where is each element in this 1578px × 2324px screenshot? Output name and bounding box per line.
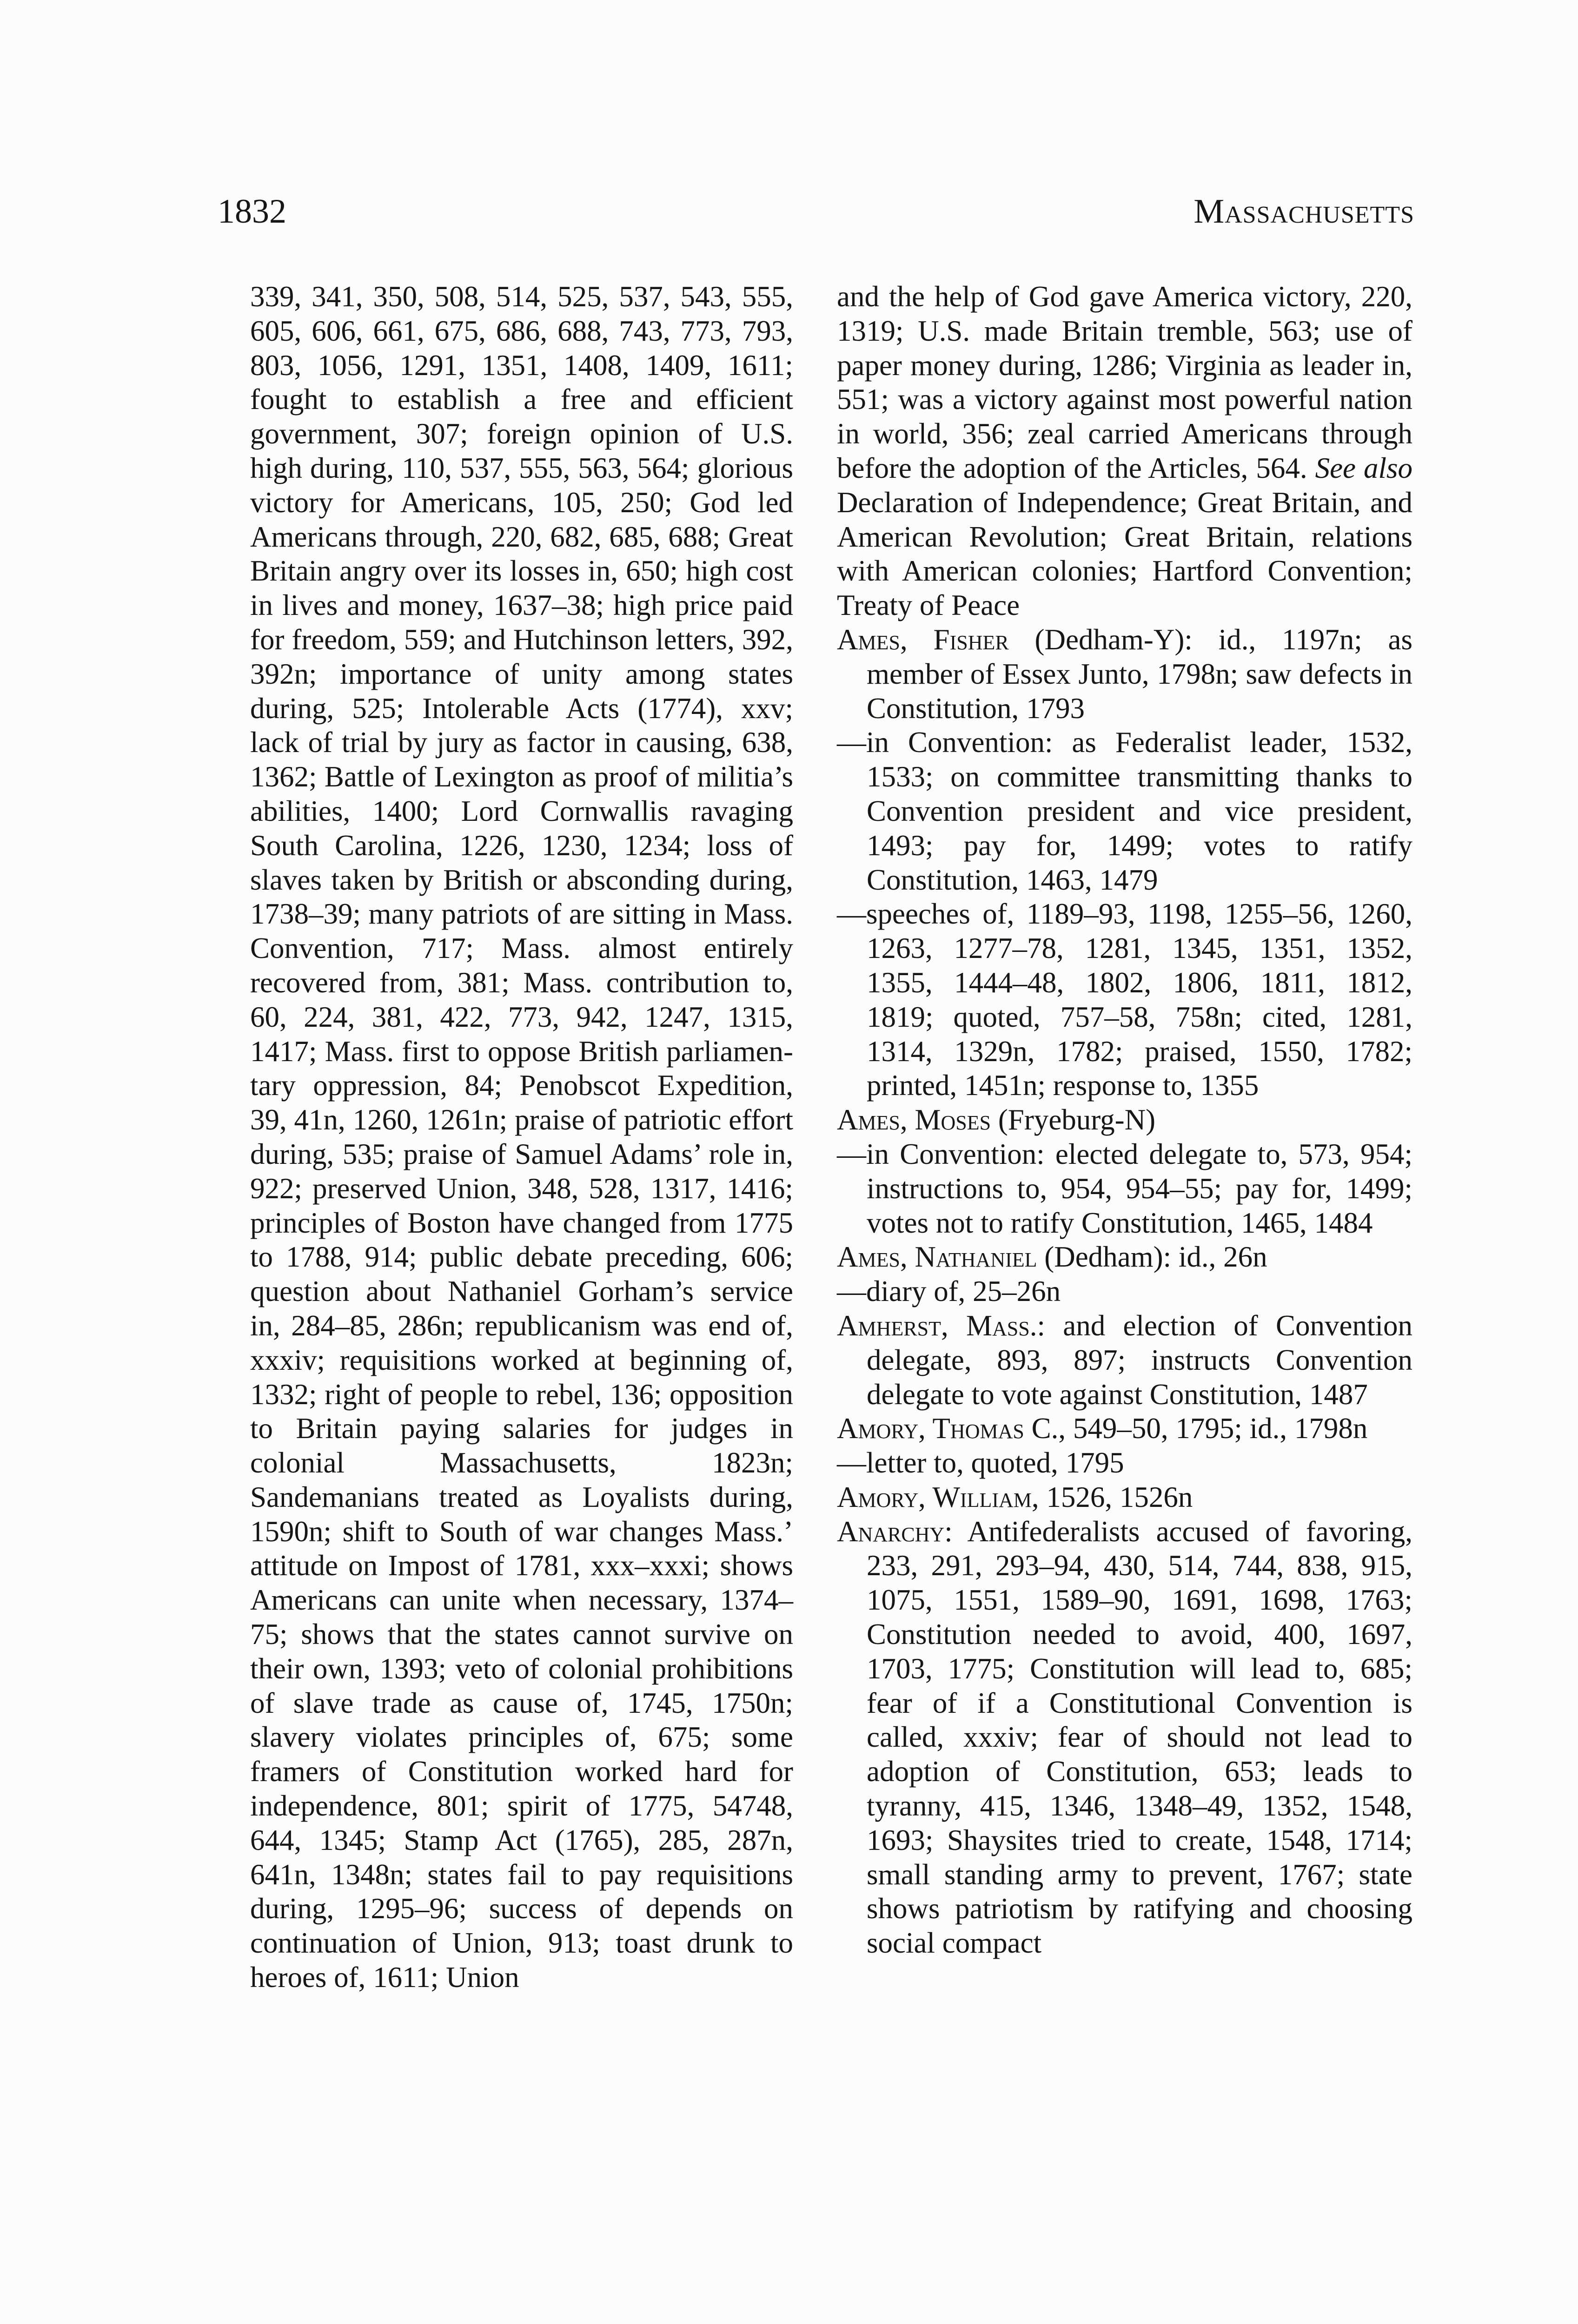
entry-heading: Amory, Thomas C. — [837, 1412, 1059, 1445]
index-entry — [837, 1309, 1412, 1412]
index-subentry: —speeches of, 1189–93, 1198, 1255–56, 1260, 1263, 1277–78, 1281, 1345, 1351, 1352, 1355, 1444–48, 1802, 1806, 1811, 1812, 1819; quoted, 757–58, 758n; cited, 1281, 1314, 1329n, 1782; praised, 1550, 1782; printed, 1451n; response to, 1355 — [837, 898, 1412, 1102]
entry-text: Declaration of Independence; Great Britain, and American Revolution; Great Britain, relations with American colonies; Hartford Convention; Treaty of Peace — [837, 486, 1412, 622]
entry-heading: Ames, Fisher — [837, 623, 1009, 656]
entry-text: (Dedham-Y): id., 1197n; as member of Essex Junto, 1798n; saw defects in Constitution, 1793 — [867, 623, 1412, 725]
index-entry — [837, 623, 1412, 726]
index-subentry: —in Convention: as Federalist leader, 1532, 1533; on committee transmitting thanks to Convention president and vice president, 1493; pay for, 1499; votes to ratify Constitution, 1463, 1479 — [837, 726, 1412, 896]
index-entry — [837, 1240, 1412, 1274]
see-also-label: See also — [1315, 451, 1413, 484]
index-subentry: —letter to, quoted, 1795 — [837, 1446, 1124, 1479]
entry-heading: Ames, Moses — [837, 1103, 991, 1136]
index-entry — [837, 1412, 1412, 1446]
entry-heading: Amory, William — [837, 1480, 1032, 1513]
entry-text: : and election of Convention delegate, 893, 897; instructs Convention delegate to vote against Constitution, 1487 — [867, 1309, 1412, 1411]
running-head: Massachusetts — [1193, 192, 1414, 231]
index-column-left — [250, 280, 793, 1995]
entry-text: and the help of God gave America victory, 220, 1319; U.S. made Britain tremble, 563; use of paper money during, 1286; Virginia as leader in, 551; was a victory against most powerful nation in world, 356; zeal carried Americans through before the adoption of the Articles, 564. — [837, 280, 1412, 484]
entry-text: (Dedham): id., 26n — [1044, 1241, 1267, 1274]
continued-entry-text: 339, 341, 350, 508, 514, 525, 537, 543, 555, 605, 606, 661, 675, 686, 688, 743, 773, 793, 803, 1056, 1291, 1351, 1408, 1409, 1611; fought to establish a free and efficient government, 307; foreign opinion of U.S. high during, 110, 537, 555, 563, 564; glorious victory for Americans, 105, 250; God led Americans through, 220, 682, 685, 688; Great Britain angry over its losses in, 650; high cost in lives and money, 1637–38; high price paid for freedom, 559; and Hutchinson letters, 392, 392n; importance of unity among states during, 525; Intolerable Acts (1774), xxv; lack of trial by jury as factor in causing, 638, 1362; Battle of Lexington as proof of militia’s abilities, 1400; Lord Cornwallis ravaging South Carolina, 1226, 1230, 1234; loss of slaves taken by British or absconding during, 1738–39; many patriots of are sitting in Mass. Convention, 717; Mass. almost entirely recovered from, 381; Mass. contribution to, 60, 224, 381, 422, 773, 942, 1247, 1315, 1417; Mass. first to oppose British parliamentary oppression, 84; Penobscot Expedition, 39, 41n, 1260, 1261n; praise of patriotic effort during, 535; praise of Samuel Adams’ role in, 922; preserved Union, 348, 528, 1317, 1416; principles of Boston have changed from 1775 to 1788, 914; public debate preceding, 606; question about Nathaniel Gorham’s service in, 284–85, 286n; republicanism was end of, xxxiv; requisitions worked at beginning of, 1332; right of people to rebel, 136; opposition to Britain paying salaries for judges in colonial Massachusetts, 1823n; Sandemanians treated as Loyalists during, 1590n; shift to South of war changes Mass.’ attitude on Impost of 1781, xxx–xxxi; shows Americans can unite when necessary, 1374–75; shows that the states cannot survive on their own, 1393; veto of colonial prohibitions of slave trade as cause of, 1745, 1750n; slavery violates principles of, 675; some framers of Constitution worked hard for independence, 801; spirit of 1775, 54748, 644, 1345; Stamp Act (1765), 285, 287n, 641n, 1348n; states fail to pay requisitions during, 1295–96; success of depends on continuation of Union, 913; toast drunk to heroes of, 1611; Union — [250, 280, 793, 1994]
index-column-right — [837, 280, 1412, 1961]
page-number: 1832 — [218, 192, 286, 231]
continued-entry-text — [837, 280, 1412, 623]
index-entry — [837, 1515, 1412, 1961]
index-entry — [837, 1480, 1412, 1515]
entry-heading: Amherst, Mass. — [837, 1309, 1037, 1342]
entry-text: (Fryeburg-N) — [998, 1103, 1156, 1136]
entry-heading: Anarchy — [837, 1515, 945, 1548]
entry-text: , 1526, 1526n — [1031, 1480, 1193, 1513]
entry-text: : Antifederalists accused of favoring, 233, 291, 293–94, 430, 514, 744, 838, 915, 1075, 1551, 1589–90, 1691, 1698, 1763; Constitution needed to avoid, 400, 1697, 1703, 1775; Constitution will lead to, 685; fear of if a Constitutional Convention is called, xxxiv; fear of should not lead to adoption of Constitution, 653; leads to tyranny, 415, 1346, 1348–49, 1352, 1548, 1693; Shaysites tried to create, 1548, 1714; small standing army to prevent, 1767; state shows patriotism by ratifying and choosing social compact — [867, 1515, 1412, 1960]
index-entry — [837, 1103, 1412, 1137]
entry-text: , 549–50, 1795; id., 1798n — [1058, 1412, 1368, 1445]
index-subentry: —in Convention: elected delegate to, 573, 954; instructions to, 954, 954–55; pay for, 1499; votes not to ratify Constitution, 1465, 1484 — [837, 1137, 1412, 1239]
entry-heading: Ames, Nathaniel — [837, 1241, 1037, 1274]
index-subentry: —diary of, 25–26n — [837, 1275, 1061, 1308]
